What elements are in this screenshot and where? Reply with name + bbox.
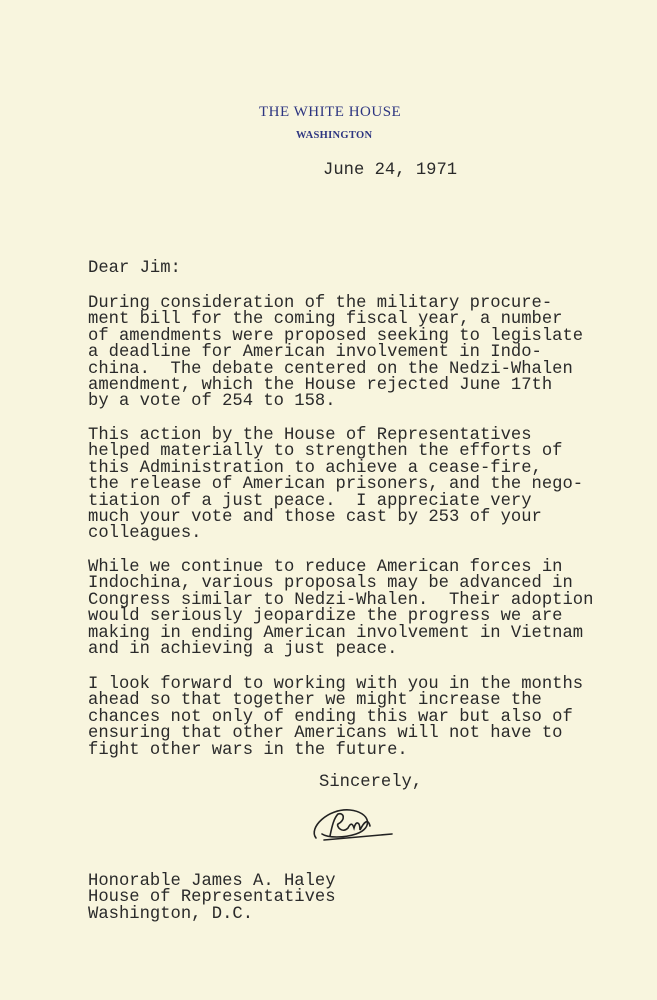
paragraph-3 xyxy=(88,560,593,658)
paragraph-1 xyxy=(88,296,583,411)
text-line: this Administration to achieve a cease-fire, xyxy=(88,458,542,478)
text-line: House of Representatives xyxy=(88,888,336,908)
text-line: ensuring that other Americans will not have to xyxy=(88,724,563,744)
text-line: fight other wars in the future. xyxy=(88,740,408,760)
text-line: ahead so that together we might increase the xyxy=(88,691,542,711)
paragraph-2 xyxy=(88,428,583,543)
text-line: china. The debate centered on the Nedzi-Whalen xyxy=(88,359,573,379)
text-line: and in achieving a just peace. xyxy=(88,639,398,659)
text-line: Honorable James A. Haley xyxy=(88,872,336,891)
text-line: much your vote and those cast by 253 of your xyxy=(88,507,542,527)
text-line: Washington, D.C. xyxy=(88,904,254,924)
paragraph-4 xyxy=(88,677,583,759)
text-line: would seriously jeopardize the progress we are xyxy=(88,607,563,627)
text-line: a deadline for American involvement in Indo- xyxy=(88,343,542,363)
closing: Sincerely, xyxy=(319,773,423,792)
text-line: chances not only of ending this war but also of xyxy=(88,707,573,727)
signature-icon xyxy=(308,800,398,850)
text-line: colleagues. xyxy=(88,524,202,544)
text-line: tiation of a just peace. I appreciate very xyxy=(88,491,532,511)
text-line: This action by the House of Representatives xyxy=(88,426,532,445)
text-line: ment bill for the coming fiscal year, a number xyxy=(88,310,563,330)
recipient-address xyxy=(88,874,336,923)
text-line: by a vote of 254 to 158. xyxy=(88,392,336,412)
text-line: of amendments were proposed seeking to legislate xyxy=(88,326,584,346)
salutation: Dear Jim: xyxy=(88,259,181,278)
text-line: I look forward to working with you in the months xyxy=(88,675,584,694)
text-line: During consideration of the military procure- xyxy=(88,294,553,313)
text-line: the release of American prisoners, and the nego- xyxy=(88,475,584,495)
text-line: helped materially to strengthen the efforts of xyxy=(88,442,563,462)
text-line: Congress similar to Nedzi-Whalen. Their adoption xyxy=(88,590,594,610)
letter-date: June 24, 1971 xyxy=(323,161,458,180)
text-line: While we continue to reduce American forces in xyxy=(88,558,563,577)
text-line: Indochina, various proposals may be advanced in xyxy=(88,574,573,594)
text-line: making in ending American involvement in Vietnam xyxy=(88,623,584,643)
text-line: amendment, which the House rejected June 17th xyxy=(88,375,553,395)
letterhead-subtitle: WASHINGTON xyxy=(296,130,373,141)
letterhead-title: THE WHITE HOUSE xyxy=(259,104,402,120)
